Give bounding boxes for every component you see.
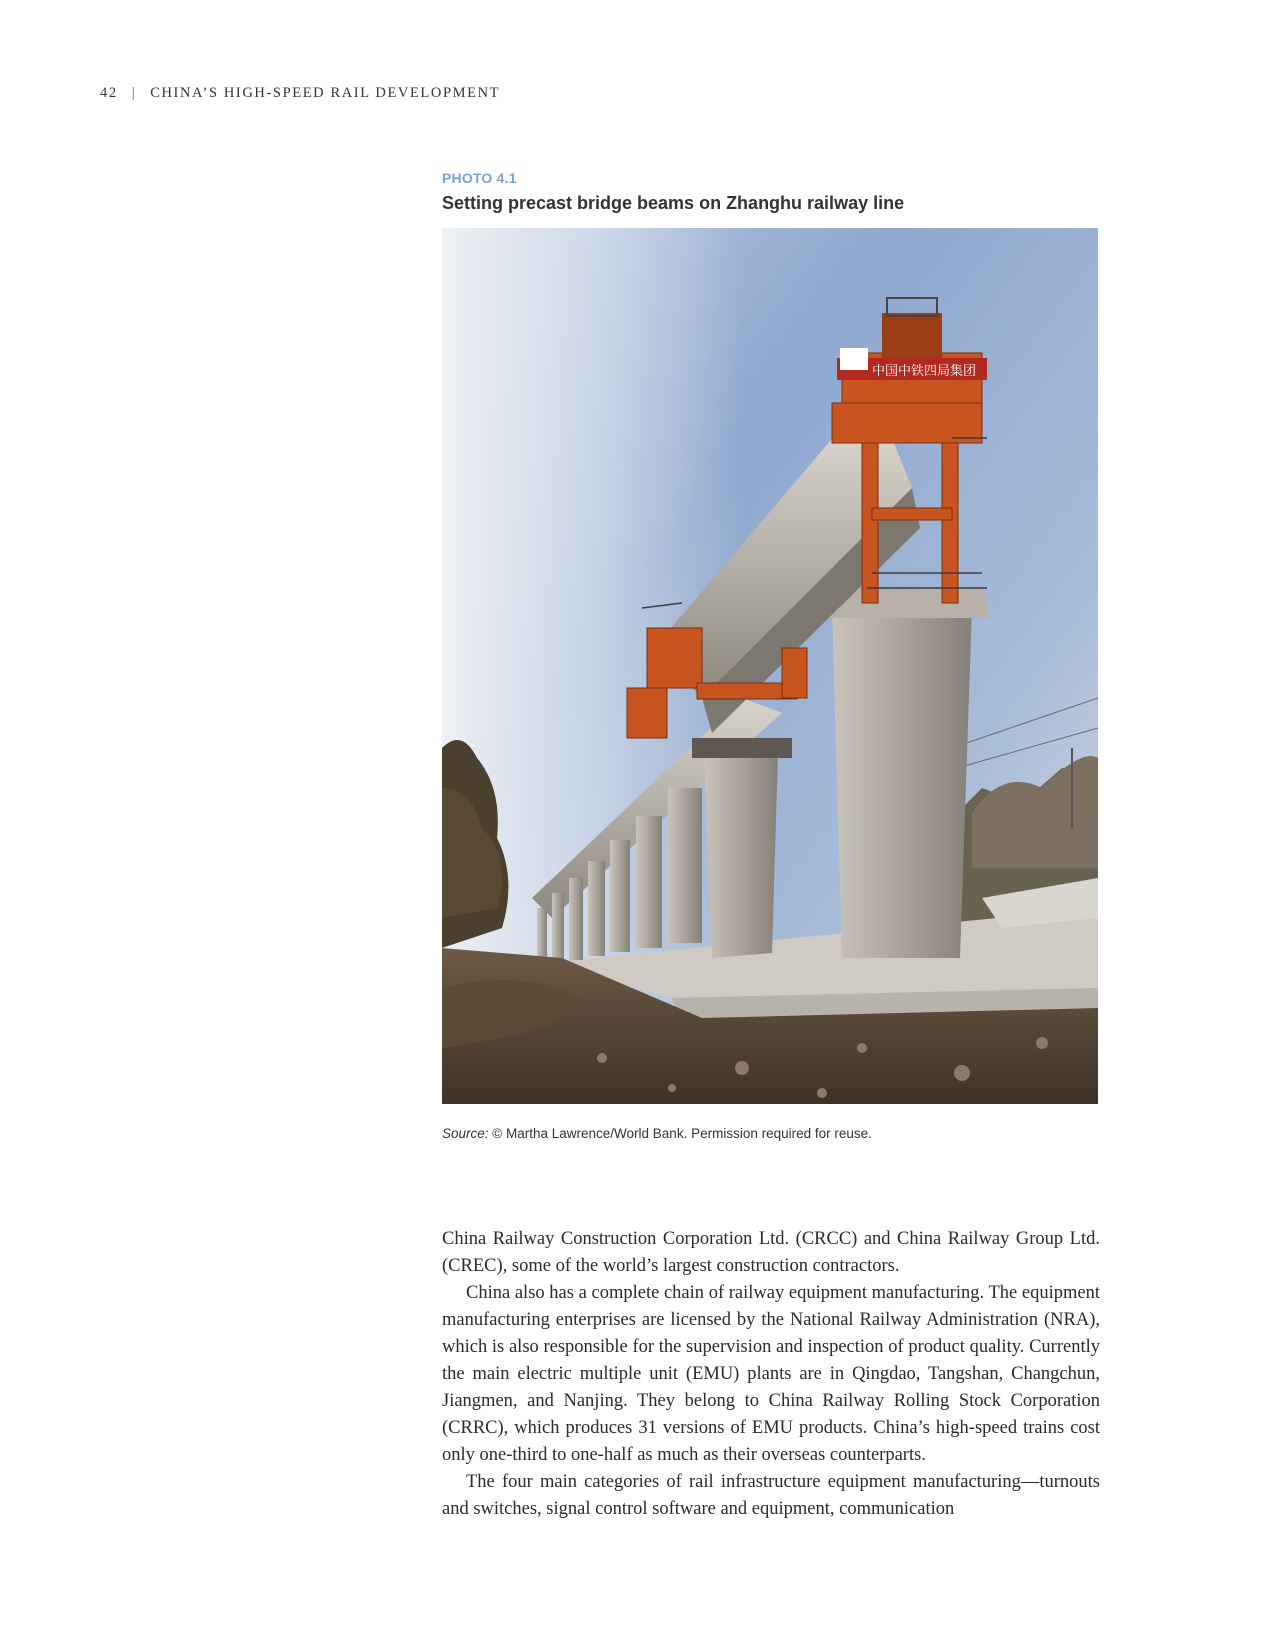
running-title: CHINA’S HIGH-SPEED RAIL DEVELOPMENT — [150, 85, 501, 101]
source-text: © Martha Lawrence/World Bank. Permission required for reuse. — [488, 1126, 872, 1141]
bridge-construction-photo — [442, 228, 1098, 1104]
body-text — [442, 1226, 1100, 1523]
body-paragraph: China Railway Construction Corporation Ltd. (CRCC) and China Railway Group Ltd. (CREC), some of the world’s largest construction contractors. — [442, 1229, 1100, 1276]
header-separator: | — [131, 85, 137, 101]
body-paragraph: The four main categories of rail infrastructure equipment manufacturing—turnouts and switches, signal control software and equipment, communication — [442, 1472, 1100, 1519]
photo-title: Setting precast bridge beams on Zhanghu railway line — [442, 193, 905, 213]
photo-source — [442, 1126, 872, 1141]
running-head — [100, 85, 500, 102]
photo-label: PHOTO 4.1 — [442, 170, 517, 186]
body-paragraph: China also has a complete chain of railway equipment manufacturing. The equipment manufacturing enterprises are licensed by the National Railway Administration (NRA), which is also responsible for the supervision and inspection of product quality. Currently the main electric multiple unit (EMU) plants are in Qingdao, Tangshan, Changchun, Jiangmen, and Nanjing. They belong to China Railway Rolling Stock Corporation (CRRC), which produces 31 versions of EMU products. China’s high-speed trains cost only one-third to one-half as much as their overseas counterparts. — [442, 1283, 1100, 1465]
page-number: 42 — [100, 85, 118, 101]
source-label: Source: — [442, 1126, 489, 1141]
gantry-sign-text: 中国中铁四局集团 — [872, 364, 977, 379]
